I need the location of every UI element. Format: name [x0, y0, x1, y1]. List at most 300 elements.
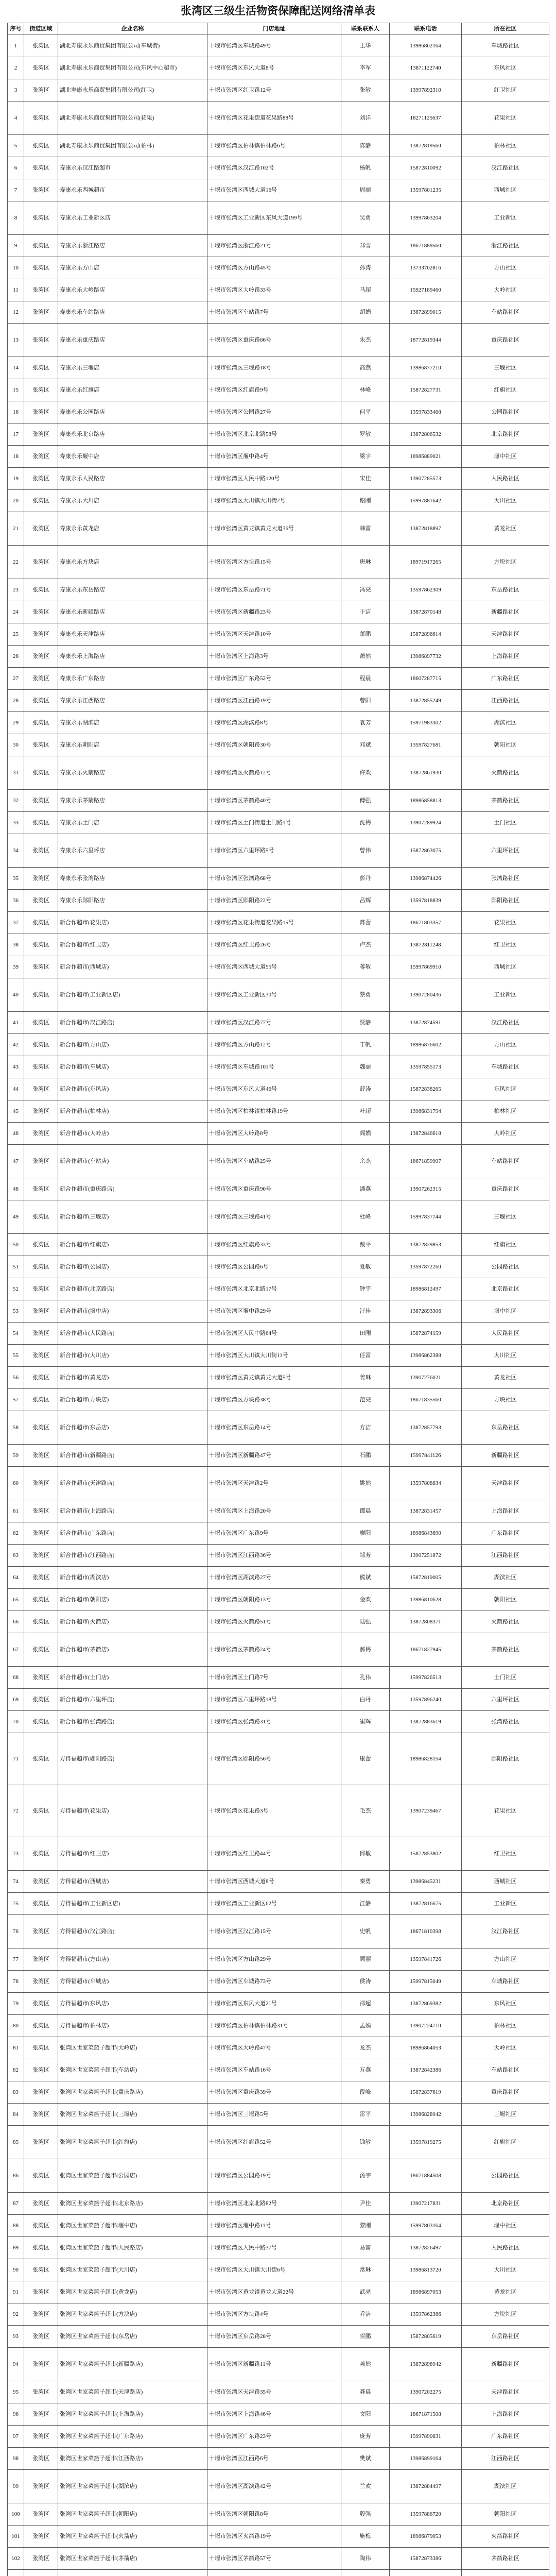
- row-community: 柏林社区: [462, 135, 549, 157]
- table-row: [8, 1711, 549, 1733]
- row-district: 张湾区: [24, 2159, 58, 2193]
- row-address: 十堰市张湾区大川镇大川街11号: [207, 1345, 341, 1367]
- table-row: [8, 1256, 549, 1278]
- row-address: 十堰市张湾区张湾路31号: [207, 1711, 341, 1733]
- table-row: [8, 1871, 549, 1893]
- row-phone: 13907289924: [390, 812, 462, 834]
- row-index: 33: [8, 812, 24, 834]
- row-phone: 18986864053: [390, 2037, 462, 2059]
- row-address: 十堰市张湾区车城路49号: [207, 35, 341, 57]
- row-address: 十堰市张湾区车城路101号: [207, 1056, 341, 1078]
- row-address: 十堰市张湾区湖滨路8号: [207, 712, 341, 734]
- row-district: 张湾区: [24, 834, 58, 868]
- row-contact: 黎刚: [341, 2215, 390, 2237]
- row-district: 张湾区: [24, 2326, 58, 2348]
- table-row: [8, 1589, 549, 1611]
- row-community: 红旗社区: [462, 379, 549, 401]
- row-contact: 傅强: [341, 790, 390, 812]
- row-phone: 18671810398: [390, 1915, 462, 1948]
- table-row: [8, 934, 549, 956]
- row-index: 40: [8, 978, 24, 1012]
- row-phone: 15997815049: [390, 1971, 462, 1993]
- row-phone: 15872874159: [390, 1323, 462, 1345]
- row-index: 91: [8, 2281, 24, 2303]
- row-index: 35: [8, 868, 24, 890]
- row-district: 张湾区: [24, 257, 58, 279]
- table-row: [8, 423, 549, 446]
- row-address: 十堰市张湾区重庆路39号: [207, 2081, 341, 2104]
- row-district: 张湾区: [24, 868, 58, 890]
- row-company: 寿康永乐堰中店: [58, 446, 207, 468]
- row-phone: 13986874426: [390, 868, 462, 890]
- row-community: 人民路社区: [462, 468, 549, 490]
- row-district: 张湾区: [24, 1871, 58, 1893]
- row-community: 西城社区: [462, 179, 549, 201]
- row-contact: 罗敏: [341, 423, 390, 446]
- row-address: 十堰市张湾区江西路19号: [207, 690, 341, 712]
- row-address: 十堰市张湾区北京北路82号: [207, 2193, 341, 2215]
- row-address: 十堰市张湾区新疆路11号: [207, 2348, 341, 2381]
- table-row: [8, 446, 549, 468]
- row-company: 寿康永乐方山店: [58, 257, 207, 279]
- row-address: 十堰市张湾区东岳路28号: [207, 2326, 341, 2348]
- table-row: [8, 623, 549, 646]
- row-company: 湖北寿康永乐商贸集团有限公司(红卫): [58, 79, 207, 101]
- row-address: 十堰市张湾区车站路7号: [207, 301, 341, 324]
- row-index: 50: [8, 1234, 24, 1256]
- row-district: 张湾区: [24, 490, 58, 512]
- row-index: 27: [8, 668, 24, 690]
- row-community: 张湾路社区: [462, 1711, 549, 1733]
- row-index: 99: [8, 2470, 24, 2503]
- row-district: 张湾区: [24, 201, 58, 235]
- row-contact: 许欢: [341, 756, 390, 790]
- row-community: 东风社区: [462, 1993, 549, 2015]
- row-index: 93: [8, 2326, 24, 2348]
- row-company: 寿康永乐大川店: [58, 490, 207, 512]
- row-contact: 何平: [341, 401, 390, 423]
- row-index: 79: [8, 1993, 24, 2015]
- row-phone: 15997841126: [390, 1445, 462, 1467]
- table-row: [8, 812, 549, 834]
- row-contact: 蔡勇: [341, 978, 390, 1012]
- row-community: 人民路社区: [462, 2237, 549, 2259]
- row-company: 新合作超市(重庆路店): [58, 1178, 207, 1200]
- row-address: 十堰市张湾区东风大道8号: [207, 57, 341, 79]
- row-phone: 15927189460: [390, 279, 462, 301]
- table-row: [8, 2104, 549, 2126]
- row-phone: 13997892310: [390, 79, 462, 101]
- row-address: 十堰市张湾区茅箭路40号: [207, 790, 341, 812]
- row-index: 6: [8, 157, 24, 179]
- table-row: [8, 1733, 549, 1785]
- row-contact: 谭晨: [341, 1500, 390, 1522]
- table-row: [8, 2503, 549, 2526]
- row-address: 十堰市张湾区工业新区62号: [207, 1893, 341, 1915]
- row-district: 张湾区: [24, 978, 58, 1012]
- row-community: 大川社区: [462, 1345, 549, 1367]
- row-community: 江西路社区: [462, 690, 549, 712]
- row-contact: 刘洋: [341, 101, 390, 135]
- row-district: 张湾区: [24, 1256, 58, 1278]
- table-row: [8, 1145, 549, 1178]
- row-contact: 秦勇: [341, 1871, 390, 1893]
- row-contact: 谢刚: [341, 490, 390, 512]
- row-company: 新合作超市(东风店): [58, 1078, 207, 1100]
- row-index: 30: [8, 734, 24, 756]
- row-address: 十堰市张湾区浙江路21号: [207, 235, 341, 257]
- table-row: [8, 912, 549, 934]
- row-index: 17: [8, 423, 24, 446]
- row-phone: 18986828154: [390, 1733, 462, 1785]
- row-index: 97: [8, 2426, 24, 2448]
- row-contact: 田刚: [341, 1323, 390, 1345]
- row-contact: 杨帆: [341, 157, 390, 179]
- row-community: 茅箭路社区: [462, 2548, 549, 2570]
- row-district: 张湾区: [24, 812, 58, 834]
- row-index: 68: [8, 1667, 24, 1689]
- row-index: 62: [8, 1522, 24, 1545]
- row-district: 张湾区: [24, 446, 58, 468]
- row-address: 十堰市张湾区湖滨路42号: [207, 2470, 341, 2503]
- row-district: 张湾区: [24, 1278, 58, 1300]
- row-community: 天津路社区: [462, 623, 549, 646]
- row-company: 方得福超市(工业新区店): [58, 1893, 207, 1915]
- row-district: 张湾区: [24, 423, 58, 446]
- col-header-community: 所在社区: [462, 23, 549, 35]
- table-row: [8, 2448, 549, 2470]
- row-company: 张湾区世家菜篮子超市(红旗店): [58, 2126, 207, 2159]
- row-index: 89: [8, 2237, 24, 2259]
- row-address: 十堰市张湾区火箭路51号: [207, 1611, 341, 1633]
- table-row: [8, 834, 549, 868]
- row-address: 十堰市张湾区土门街道土门路1号: [207, 812, 341, 834]
- table-row: [8, 2403, 549, 2426]
- row-address: [207, 2570, 341, 2576]
- row-address: 十堰市张湾区天津路10号: [207, 623, 341, 646]
- row-company: 新合作超市(大川店): [58, 1345, 207, 1367]
- table-row: [8, 2126, 549, 2159]
- row-address: 十堰市张湾区黄龙镇黄龙大道5号: [207, 1367, 341, 1389]
- row-phone: 13733702816: [390, 257, 462, 279]
- row-address: 十堰市张湾区大岭路33号: [207, 279, 341, 301]
- row-phone: 18986889021: [390, 446, 462, 468]
- row-community: 汉江路社区: [462, 1915, 549, 1948]
- table-row: [8, 1893, 549, 1915]
- col-header-phone: 联系电话: [390, 23, 462, 35]
- row-community: 方块社区: [462, 2303, 549, 2326]
- row-address: 十堰市张湾区北京北路58号: [207, 423, 341, 446]
- row-index: 8: [8, 201, 24, 235]
- row-district: 张湾区: [24, 912, 58, 934]
- row-district: 张湾区: [24, 1971, 58, 1993]
- row-district: 张湾区: [24, 512, 58, 546]
- row-community: 朝阳社区: [462, 734, 549, 756]
- row-district: 张湾区: [24, 2426, 58, 2448]
- row-community: 方山社区: [462, 1034, 549, 1056]
- table-row: [8, 1837, 549, 1871]
- row-index: 31: [8, 756, 24, 790]
- table-row: [8, 2526, 549, 2548]
- row-index: 86: [8, 2159, 24, 2193]
- table-row: [8, 1633, 549, 1667]
- col-header-index: 序号: [8, 23, 24, 35]
- row-phone: 13986813720: [390, 2259, 462, 2281]
- row-contact: 萧然: [341, 646, 390, 668]
- row-phone: 13597801235: [390, 179, 462, 201]
- row-district: 张湾区: [24, 135, 58, 157]
- row-district: 张湾区: [24, 301, 58, 324]
- row-company: 新合作超市(朝阳店): [58, 1589, 207, 1611]
- row-address: 十堰市张湾区天津路35号: [207, 2381, 341, 2403]
- table-row: [8, 2281, 549, 2303]
- row-index: 53: [8, 1300, 24, 1323]
- row-index: 77: [8, 1948, 24, 1971]
- document-title: 张湾区三级生活物资保障配送网络清单表: [181, 5, 375, 17]
- table-row: [8, 1785, 549, 1837]
- row-company: 张湾区世家菜篮子超市(三堰店): [58, 2104, 207, 2126]
- table-row: [8, 279, 549, 301]
- row-company: 新合作超市(汉江路店): [58, 1012, 207, 1034]
- row-contact: 赖然: [341, 2348, 390, 2381]
- col-header-district: 街道区域: [24, 23, 58, 35]
- row-index: 56: [8, 1367, 24, 1389]
- row-contact: 宋佳: [341, 468, 390, 490]
- row-phone: 13907202275: [390, 2381, 462, 2403]
- row-community: 红卫社区: [462, 1837, 549, 1871]
- row-district: 张湾区: [24, 1345, 58, 1367]
- table-row: [8, 690, 549, 712]
- row-index: 92: [8, 2303, 24, 2326]
- row-community: 大岭社区: [462, 1123, 549, 1145]
- row-company: 方得福超市(柏林店): [58, 2015, 207, 2037]
- row-index: 24: [8, 601, 24, 623]
- row-contact: 董鹏: [341, 623, 390, 646]
- row-address: 十堰市张湾区红旗路33号: [207, 1234, 341, 1256]
- row-address: 十堰市张湾区上海路3号: [207, 646, 341, 668]
- row-district: 张湾区: [24, 690, 58, 712]
- row-contact: 陆强: [341, 1611, 390, 1633]
- row-district: 张湾区: [24, 179, 58, 201]
- row-index: 101: [8, 2526, 24, 2548]
- row-address: 十堰市张湾区上海路20号: [207, 1500, 341, 1522]
- row-company: 寿康永乐六里坪店: [58, 834, 207, 868]
- row-phone: 13872857793: [390, 1411, 462, 1445]
- row-phone: 13597841726: [390, 1948, 462, 1971]
- row-community: 三堰社区: [462, 1200, 549, 1234]
- table-row: [8, 1993, 549, 2015]
- row-community: 红卫社区: [462, 934, 549, 956]
- table-row: [8, 1545, 549, 1567]
- row-community: 湖滨社区: [462, 2470, 549, 2503]
- row-company: [58, 2570, 207, 2576]
- table-row: [8, 2081, 549, 2104]
- row-contact: 杜峰: [341, 1200, 390, 1234]
- row-index: 21: [8, 512, 24, 546]
- row-community: 车站路社区: [462, 301, 549, 324]
- table-row: [8, 2426, 549, 2448]
- row-phone: 15872810092: [390, 157, 462, 179]
- row-contact: 文阳: [341, 2403, 390, 2426]
- row-index: 12: [8, 301, 24, 324]
- row-company: 张湾区世家菜篮子超市(方块店): [58, 2303, 207, 2326]
- row-contact: 施梅: [341, 2526, 390, 2548]
- row-community: 火箭路社区: [462, 2526, 549, 2548]
- row-address: 十堰市张湾区大岭路8号: [207, 1123, 341, 1145]
- row-contact: 崔辉: [341, 1711, 390, 1733]
- row-address: 十堰市张湾区柏林镇柏林路6号: [207, 135, 341, 157]
- row-company: 新合作超市(东岳店): [58, 1411, 207, 1445]
- row-address: 十堰市张湾区新疆路47号: [207, 1445, 341, 1467]
- row-phone: 13872818897: [390, 512, 462, 546]
- table-row: [8, 1500, 549, 1522]
- row-phone: 13872884497: [390, 2470, 462, 2503]
- row-phone: 15872896614: [390, 623, 462, 646]
- row-phone: 15997890831: [390, 2426, 462, 2448]
- row-address: 十堰市张湾区方块路4号: [207, 2303, 341, 2326]
- row-phone: 13872846618: [390, 1123, 462, 1145]
- row-contact: 乔洁: [341, 2303, 390, 2326]
- row-contact: 彭丹: [341, 868, 390, 890]
- row-contact: 邵超: [341, 1993, 390, 2015]
- row-community: 郧阳路社区: [462, 890, 549, 912]
- row-district: 张湾区: [24, 546, 58, 579]
- col-header-address: 门店地址: [207, 23, 341, 35]
- table-row: [8, 1445, 549, 1467]
- row-index: 3: [8, 79, 24, 101]
- row-index: 96: [8, 2403, 24, 2426]
- row-district: 张湾区: [24, 1785, 58, 1837]
- row-company: 寿康永乐土门店: [58, 812, 207, 834]
- row-community: 西城社区: [462, 1871, 549, 1893]
- row-address: 十堰市张湾区大川镇大川街2号: [207, 490, 341, 512]
- row-contact: 陶伟: [341, 2548, 390, 2570]
- row-contact: 邓斌: [341, 734, 390, 756]
- row-index: 57: [8, 1389, 24, 1411]
- row-contact: 汪佳: [341, 1300, 390, 1323]
- row-phone: 18607287715: [390, 668, 462, 690]
- row-company: 寿康永乐浙江路店: [58, 235, 207, 257]
- row-address: 十堰市张湾区堰中路4号: [207, 446, 341, 468]
- row-community: 大川社区: [462, 2259, 549, 2281]
- row-community: 东岳路社区: [462, 1411, 549, 1445]
- row-address: 十堰市张湾区火箭路12号: [207, 756, 341, 790]
- table-row: [8, 468, 549, 490]
- row-address: 十堰市张湾区重庆路66号: [207, 324, 341, 357]
- row-company: 寿康永乐红旗店: [58, 379, 207, 401]
- row-contact: 曾伟: [341, 834, 390, 868]
- row-contact: 潘燕: [341, 1178, 390, 1200]
- row-phone: 13872899015: [390, 301, 462, 324]
- table-row: [8, 512, 549, 546]
- row-address: 十堰市张湾区汉江路77号: [207, 1012, 341, 1034]
- row-address: 十堰市张湾区堰中路11号: [207, 2215, 341, 2237]
- row-index: 32: [8, 790, 24, 812]
- row-district: 张湾区: [24, 2193, 58, 2215]
- row-district: 张湾区: [24, 668, 58, 690]
- table-row: [8, 301, 549, 324]
- row-company: 新合作超市(红卫店): [58, 934, 207, 956]
- row-district: 张湾区: [24, 2348, 58, 2381]
- row-district: 张湾区: [24, 2059, 58, 2081]
- row-district: 张湾区: [24, 2037, 58, 2059]
- row-contact: 张敏: [341, 79, 390, 101]
- row-district: 张湾区: [24, 324, 58, 357]
- row-phone: 18971917265: [390, 546, 462, 579]
- table-header-row: [8, 23, 549, 35]
- row-district: 张湾区: [24, 1733, 58, 1785]
- row-community: 车城路社区: [462, 1971, 549, 1993]
- row-community: 上海路社区: [462, 646, 549, 668]
- row-company: 方得福超市(东风店): [58, 1993, 207, 2015]
- table-row: [8, 1200, 549, 1234]
- row-phone: 15872805619: [390, 2326, 462, 2348]
- row-phone: 18671884508: [390, 2159, 462, 2193]
- row-index: 84: [8, 2104, 24, 2126]
- row-index: 87: [8, 2193, 24, 2215]
- table-row: [8, 1345, 549, 1367]
- row-index: 20: [8, 490, 24, 512]
- row-company: 新合作超市(人民路店): [58, 1323, 207, 1345]
- row-community: 江西路社区: [462, 1545, 549, 1567]
- table-row: [8, 235, 549, 257]
- row-district: 张湾区: [24, 101, 58, 135]
- row-address: 十堰市张湾区广东路23号: [207, 2426, 341, 2448]
- row-address: 十堰市张湾区西城大道55号: [207, 956, 341, 978]
- row-company: 张湾区世家菜篮子超市(新疆路店): [58, 2348, 207, 2381]
- row-index: 13: [8, 324, 24, 357]
- row-index: 39: [8, 956, 24, 978]
- row-company: 新合作超市(方山店): [58, 1034, 207, 1056]
- row-community: 人民路社区: [462, 1323, 549, 1345]
- table-row: [8, 2015, 549, 2037]
- row-district: 张湾区: [24, 2104, 58, 2126]
- row-address: 十堰市张湾区江西路36号: [207, 1545, 341, 1567]
- row-contact: 龙杰: [341, 2037, 390, 2059]
- row-company: 寿康永乐湖滨店: [58, 712, 207, 734]
- row-contact: 丁帆: [341, 1034, 390, 1056]
- row-company: 寿康永乐张湾路店: [58, 868, 207, 890]
- row-company: 寿康永乐人民路店: [58, 468, 207, 490]
- row-company: 新合作超市(三堰店): [58, 1200, 207, 1234]
- row-company: 张湾区世家菜篮子超市(大川店): [58, 2259, 207, 2281]
- row-phone: 15997869910: [390, 956, 462, 978]
- row-address: 十堰市张湾区花果路3号: [207, 1785, 341, 1837]
- row-community: 重庆路社区: [462, 1178, 549, 1200]
- row-community: 朝阳社区: [462, 2503, 549, 2526]
- row-contact: 苏蕾: [341, 912, 390, 934]
- row-index: 7: [8, 179, 24, 201]
- row-company: 寿康永乐郧阳路店: [58, 890, 207, 912]
- table-row: [8, 1078, 549, 1100]
- row-phone: 15872837619: [390, 2081, 462, 2104]
- row-phone: 13872831457: [390, 1500, 462, 1522]
- row-contact: 马超: [341, 279, 390, 301]
- row-index: 51: [8, 1256, 24, 1278]
- row-phone: [390, 2570, 462, 2576]
- row-address: 十堰市张湾区车城路73号: [207, 1971, 341, 1993]
- row-district: 张湾区: [24, 1667, 58, 1689]
- row-company: 张湾区世家菜篮子超市(湖滨店): [58, 2470, 207, 2503]
- row-contact: 邱敏: [341, 1837, 390, 1871]
- row-community: 方块社区: [462, 546, 549, 579]
- row-address: 十堰市张湾区茅箭路24号: [207, 1633, 341, 1667]
- row-district: 张湾区: [24, 2303, 58, 2326]
- row-index: 4: [8, 101, 24, 135]
- row-phone: 13986828942: [390, 2104, 462, 2126]
- row-district: 张湾区: [24, 1100, 58, 1123]
- row-community: 汉江路社区: [462, 157, 549, 179]
